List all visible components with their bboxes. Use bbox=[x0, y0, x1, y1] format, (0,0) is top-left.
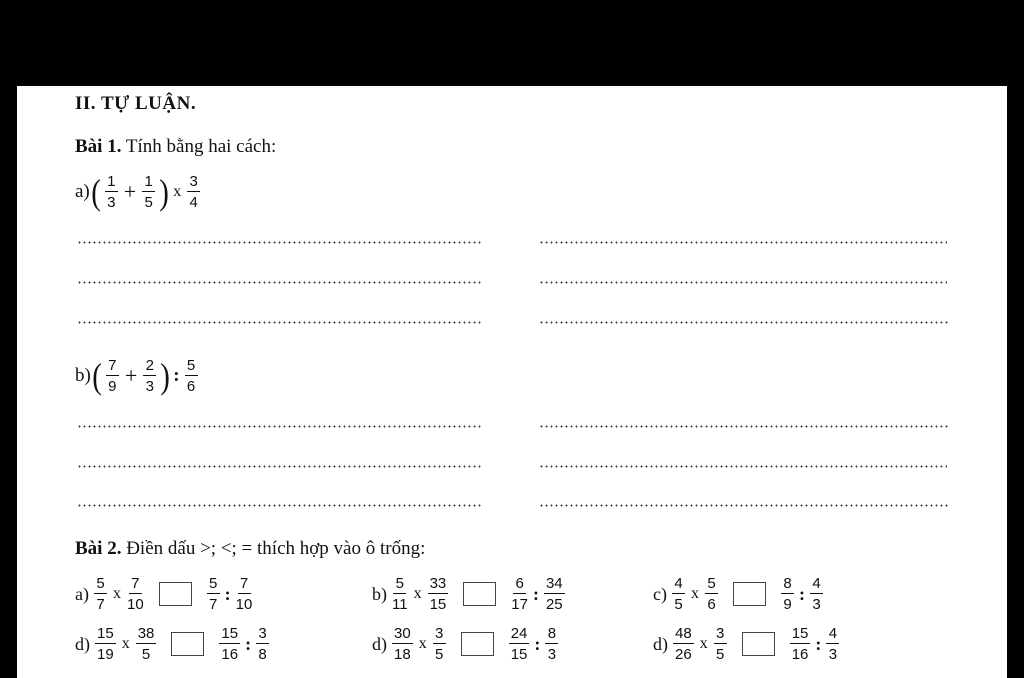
comparison-item bbox=[75, 626, 272, 662]
left-fraction-1: $\frac{5}{11}$ bbox=[392, 575, 408, 613]
answer-line[interactable] bbox=[539, 241, 947, 244]
left-fraction-2: $\frac{5}{6}$ bbox=[705, 576, 718, 612]
comparison-item bbox=[372, 576, 568, 612]
right-operator: : bbox=[815, 633, 822, 654]
bai1-title: Bài 1. bbox=[75, 136, 122, 157]
expr-a-times: x bbox=[173, 183, 182, 200]
right-fraction-2: $\frac{4}{3}$ bbox=[810, 576, 823, 612]
answer-line[interactable] bbox=[77, 504, 482, 507]
answer-line[interactable] bbox=[539, 504, 949, 507]
comparison-answer-box[interactable] bbox=[733, 582, 766, 606]
comparison-label: b) bbox=[372, 583, 387, 604]
expr-b-label: b) bbox=[75, 365, 91, 386]
right-fraction-2: $\frac{34}{25}$ bbox=[545, 575, 563, 613]
expr-a-fraction-2: $\frac{1}{5}$ bbox=[142, 174, 155, 210]
bai1-title-line bbox=[75, 136, 276, 158]
right-operator: : bbox=[534, 633, 541, 654]
left-fraction-1: $\frac{15}{19}$ bbox=[97, 625, 114, 663]
section-heading: II. TỰ LUẬN. bbox=[75, 93, 197, 114]
expr-b-plus: + bbox=[124, 363, 138, 388]
left-fraction-2: $\frac{3}{5}$ bbox=[714, 626, 727, 662]
expr-b-fraction-1: $\frac{7}{9}$ bbox=[106, 358, 119, 394]
expr-a-left-paren: ( bbox=[90, 172, 101, 212]
comparison-answer-box[interactable] bbox=[461, 632, 494, 656]
left-fraction-1: $\frac{48}{26}$ bbox=[675, 625, 692, 663]
right-fraction-1: $\frac{5}{7}$ bbox=[207, 576, 220, 612]
left-fraction-2: $\frac{33}{15}$ bbox=[429, 575, 447, 613]
left-fraction-2: $\frac{7}{10}$ bbox=[126, 575, 144, 613]
right-fraction-2: $\frac{3}{8}$ bbox=[256, 626, 269, 662]
answer-line[interactable] bbox=[77, 321, 482, 324]
bai2-title-line bbox=[75, 538, 425, 560]
bai1-expression-b bbox=[75, 358, 201, 394]
left-fraction-2: $\frac{38}{5}$ bbox=[137, 625, 155, 663]
expr-a-plus: + bbox=[123, 179, 137, 204]
comparison-label: d) bbox=[372, 633, 387, 654]
expr-a-right-paren: ) bbox=[159, 172, 169, 212]
answer-line[interactable] bbox=[77, 465, 482, 468]
right-operator: : bbox=[532, 583, 539, 604]
left-operator: x bbox=[418, 635, 427, 652]
comparison-label: c) bbox=[653, 583, 667, 604]
right-fraction-2: $\frac{8}{3}$ bbox=[545, 626, 558, 662]
bai2-instruction: Điền dấu >; <; = thích hợp vào ô trống: bbox=[126, 538, 426, 559]
answer-line[interactable] bbox=[77, 425, 482, 428]
left-operator: x bbox=[121, 635, 130, 652]
answer-line[interactable] bbox=[539, 465, 947, 468]
right-fraction-1: $\frac{6}{17}$ bbox=[511, 575, 528, 613]
bai1-expression-a bbox=[75, 174, 203, 210]
left-operator: x bbox=[413, 585, 422, 602]
expr-b-left-paren: ( bbox=[92, 356, 102, 396]
right-operator: : bbox=[224, 583, 231, 604]
left-operator: x bbox=[690, 585, 699, 602]
left-fraction-1: $\frac{4}{5}$ bbox=[672, 576, 685, 612]
left-operator: x bbox=[699, 635, 708, 652]
answer-line[interactable] bbox=[539, 425, 949, 428]
expr-b-right-paren: ) bbox=[160, 356, 171, 396]
comparison-label: a) bbox=[75, 583, 89, 604]
left-fraction-1: $\frac{30}{18}$ bbox=[394, 625, 411, 663]
worksheet-page bbox=[17, 86, 1007, 678]
comparison-answer-box[interactable] bbox=[171, 632, 204, 656]
comparison-answer-box[interactable] bbox=[159, 582, 192, 606]
bai2-title: Bài 2. bbox=[75, 538, 122, 559]
answer-line[interactable] bbox=[77, 281, 482, 284]
expr-b-fraction-2: $\frac{2}{3}$ bbox=[143, 358, 156, 394]
expr-b-fraction-3: $\frac{5}{6}$ bbox=[185, 358, 198, 394]
right-fraction-1: $\frac{8}{9}$ bbox=[781, 576, 794, 612]
left-fraction-2: $\frac{3}{5}$ bbox=[433, 626, 446, 662]
answer-line[interactable] bbox=[539, 281, 947, 284]
comparison-item bbox=[653, 576, 826, 612]
right-fraction-2: $\frac{4}{3}$ bbox=[826, 626, 839, 662]
expr-a-fraction-3: $\frac{3}{4}$ bbox=[187, 174, 200, 210]
comparison-label: d) bbox=[75, 633, 90, 654]
right-fraction-2: $\frac{7}{10}$ bbox=[235, 575, 253, 613]
answer-line[interactable] bbox=[77, 241, 482, 244]
bai1-instruction: Tính bằng hai cách: bbox=[125, 136, 277, 157]
right-operator: : bbox=[245, 633, 252, 654]
answer-line[interactable] bbox=[539, 321, 949, 324]
comparison-item bbox=[653, 626, 842, 662]
right-fraction-1: $\frac{15}{16}$ bbox=[791, 625, 809, 663]
left-operator: x bbox=[112, 585, 121, 602]
comparison-answer-box[interactable] bbox=[742, 632, 775, 656]
right-fraction-1: $\frac{15}{16}$ bbox=[221, 625, 239, 663]
right-operator: : bbox=[798, 583, 805, 604]
comparison-item bbox=[372, 626, 561, 662]
comparison-item bbox=[75, 576, 255, 612]
expr-a-label: a) bbox=[75, 181, 90, 202]
expr-b-divide: : bbox=[173, 365, 180, 386]
right-fraction-1: $\frac{24}{15}$ bbox=[510, 625, 528, 663]
left-fraction-1: $\frac{5}{7}$ bbox=[94, 576, 107, 612]
expr-a-fraction-1: $\frac{1}{3}$ bbox=[105, 174, 118, 210]
comparison-label: d) bbox=[653, 633, 668, 654]
comparison-answer-box[interactable] bbox=[463, 582, 496, 606]
